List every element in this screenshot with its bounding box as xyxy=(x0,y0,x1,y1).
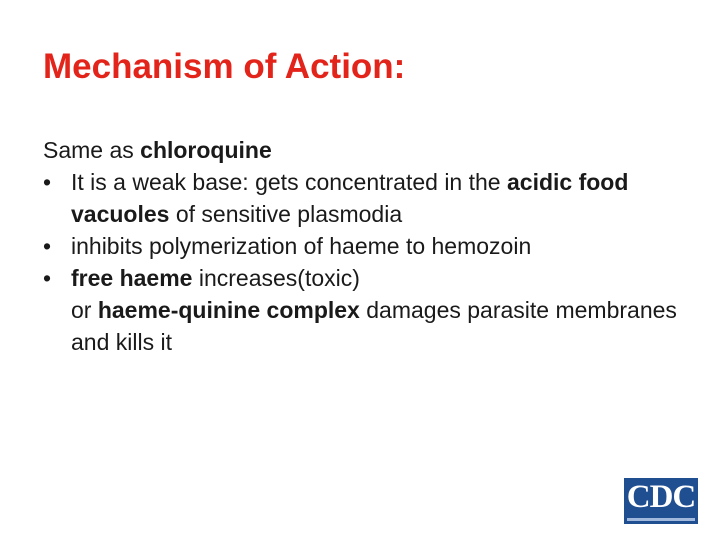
bullet-text: inhibits polymerization of haeme to hemozoin xyxy=(71,233,532,259)
bullet-text: damages parasite membranes and kills it xyxy=(71,297,677,355)
slide-title: Mechanism of Action: xyxy=(43,47,406,86)
cdc-logo xyxy=(624,478,698,524)
bullet-marker: • xyxy=(43,169,52,195)
bullet-item xyxy=(43,262,693,358)
bullet-bold-term: acidic food vacuoles xyxy=(71,169,629,227)
bullet-bold-term: free haeme xyxy=(71,265,193,291)
bullet-text: increases(toxic) xyxy=(192,265,360,291)
bullet-item xyxy=(43,166,693,230)
cdc-logo-text: CDC xyxy=(626,479,696,515)
intro-prefix: Same as xyxy=(43,137,141,163)
bullet-bold-term: haeme-quinine complex xyxy=(97,297,360,323)
bullet-text: or xyxy=(71,297,98,323)
bullet-text: It is a weak base: gets concentrated in the xyxy=(71,169,507,195)
bullet-text: of sensitive plasmodia xyxy=(169,201,403,227)
bullet-marker: • xyxy=(43,265,52,291)
bullet-marker: • xyxy=(43,233,52,259)
slide-body xyxy=(43,134,693,358)
intro-bold-term: chloroquine xyxy=(140,137,272,163)
intro-line xyxy=(43,134,693,166)
bullet-list xyxy=(43,166,693,358)
bullet-item xyxy=(43,230,693,262)
cdc-logo-tagline-bar xyxy=(627,518,695,521)
